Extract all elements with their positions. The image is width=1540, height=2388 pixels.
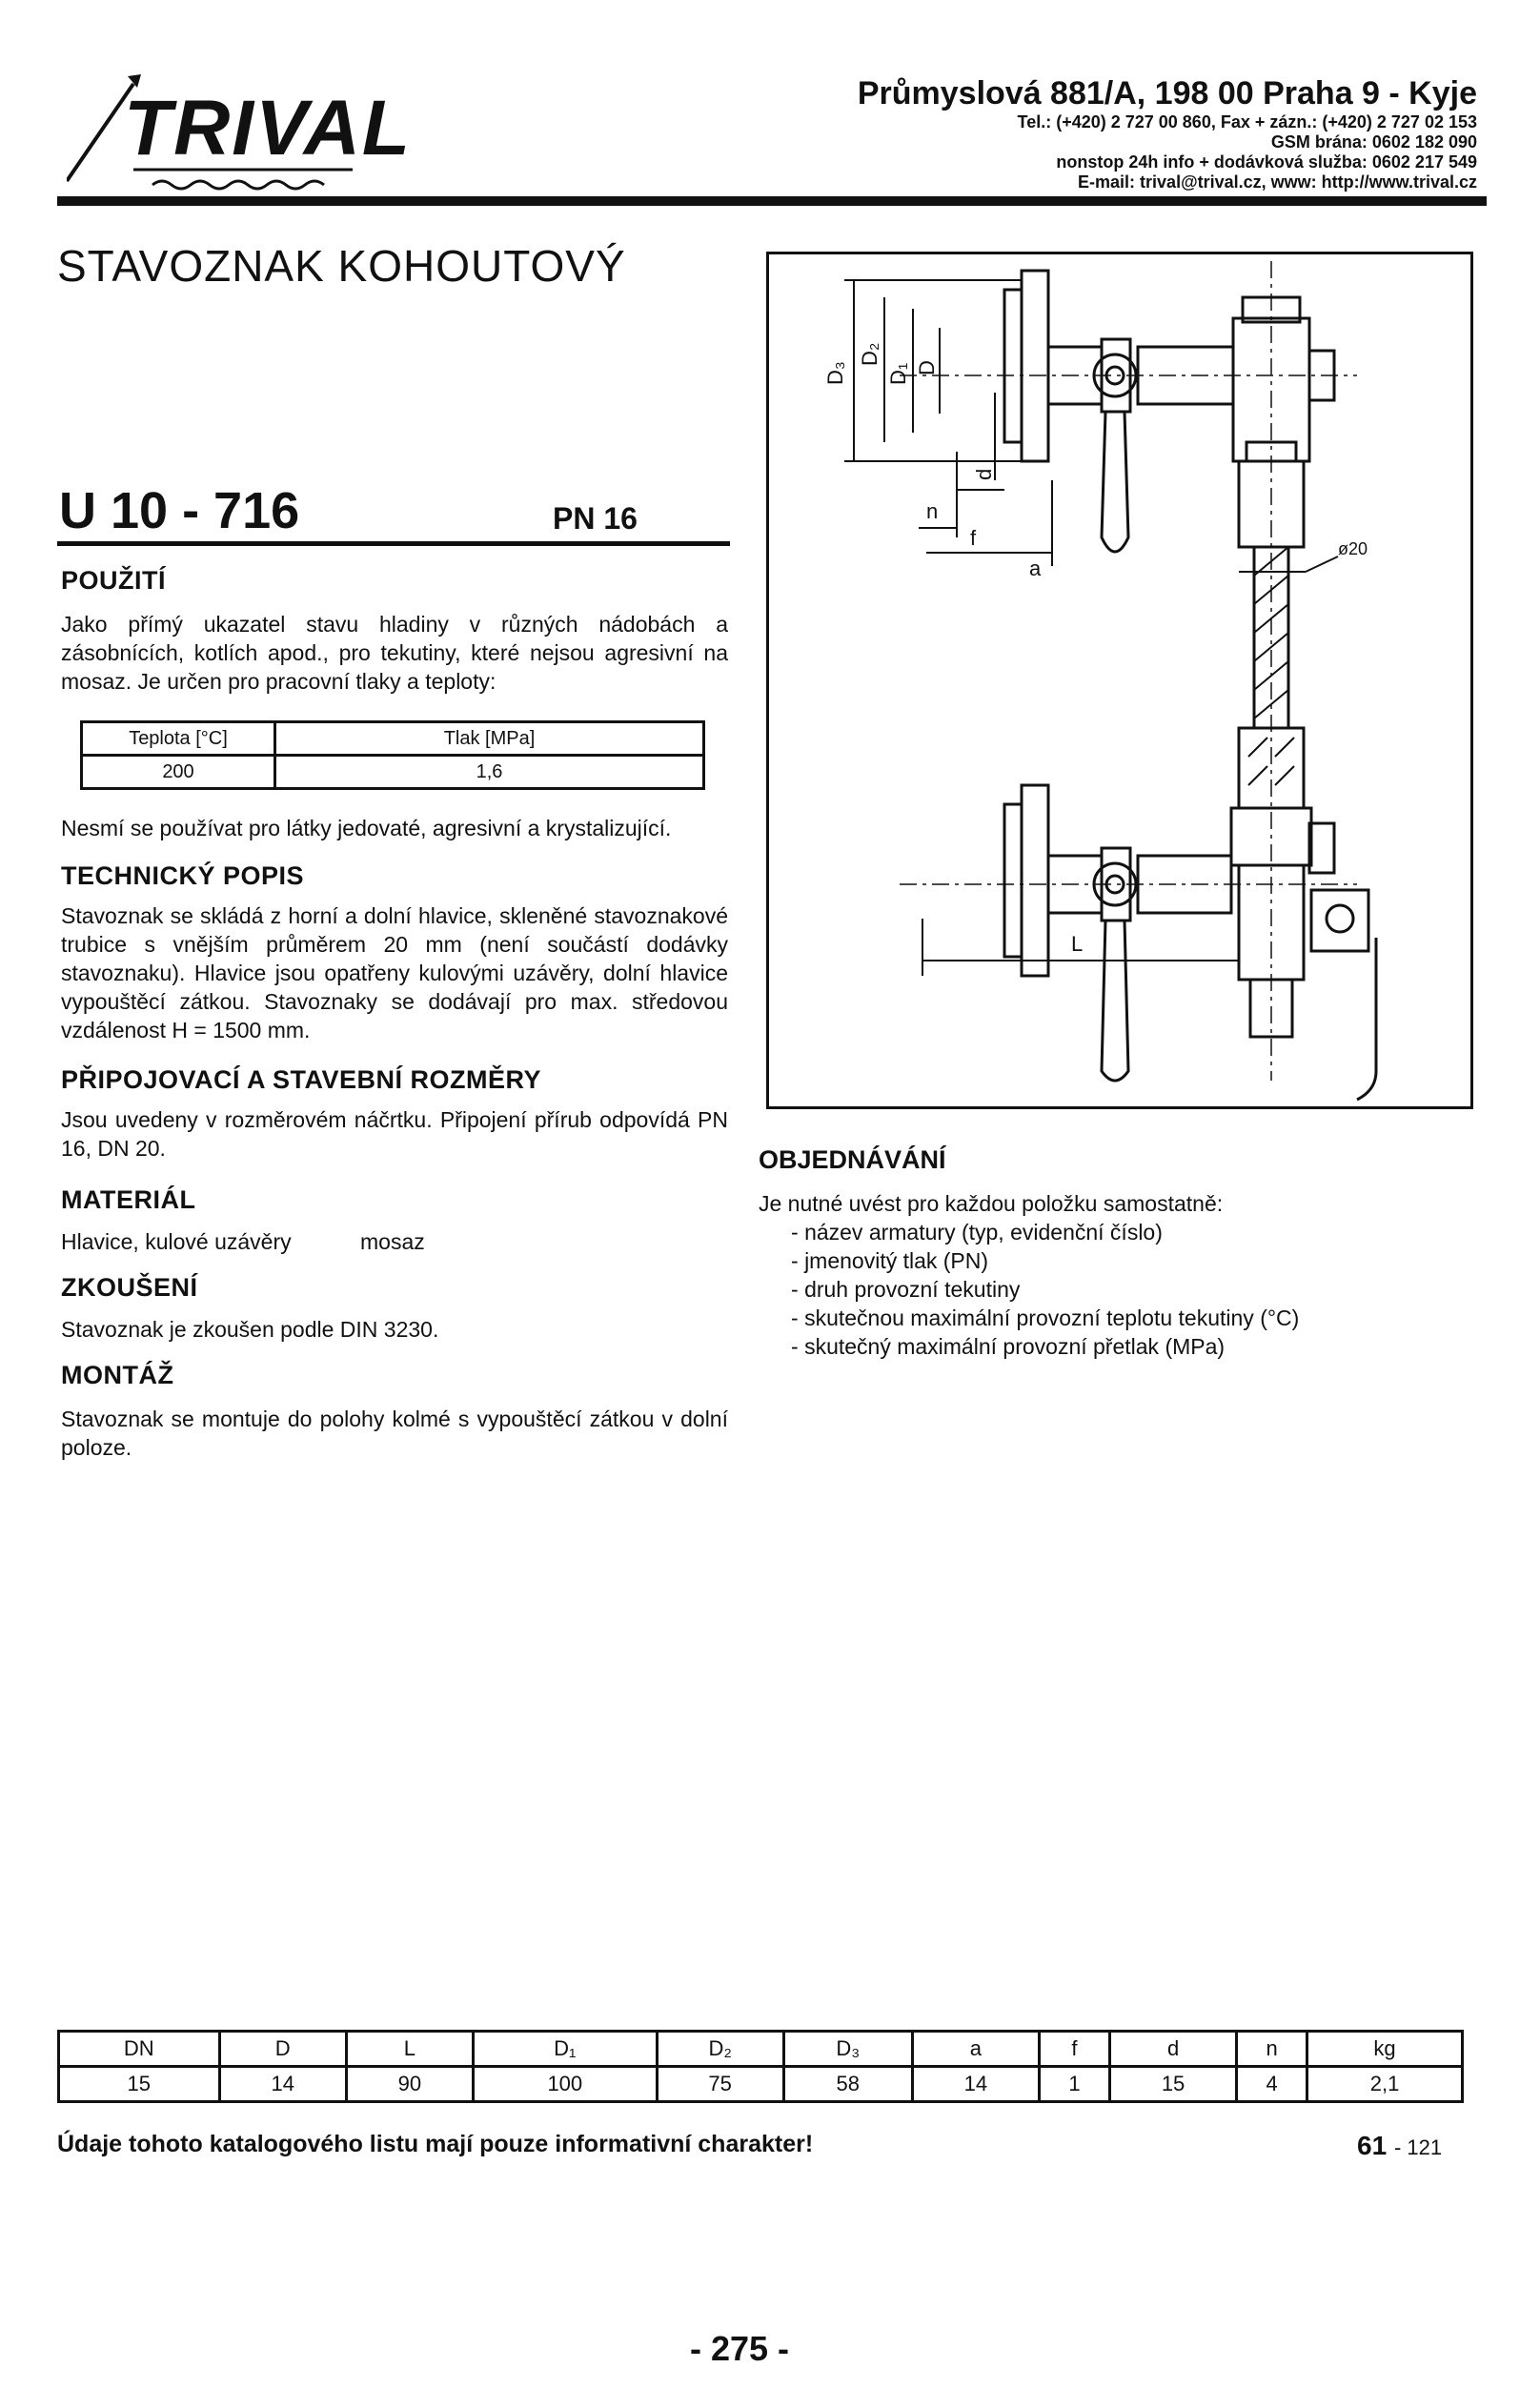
spec-pressure-value: 1,6 — [275, 756, 704, 789]
model-number: U 10 - 716 — [59, 482, 300, 539]
section-heading-popis: TECHNICKÝ POPIS — [61, 861, 305, 890]
trival-logo — [67, 57, 413, 200]
label-d3: D₃ — [823, 361, 847, 385]
dimension-drawing — [766, 252, 1473, 1109]
dims-cell: 1 — [1040, 2067, 1110, 2102]
label-d1: D₁ — [886, 362, 910, 385]
label-a: a — [1029, 557, 1042, 580]
label-dsmall: d — [972, 468, 996, 480]
disclaimer: Údaje tohoto katalogového listu mají pouze informativní charakter! — [57, 2131, 814, 2157]
section-heading-zkouseni: ZKOUŠENÍ — [61, 1273, 198, 1302]
label-d: D — [915, 360, 939, 375]
company-gsm: GSM brána: 0602 182 090 — [1270, 132, 1477, 152]
page-ref-sub: - 121 — [1393, 2135, 1443, 2159]
section-heading-montaz: MONTÁŽ — [61, 1361, 174, 1389]
order-intro: Je nutné uvést pro každou položku samostatně: — [759, 1191, 1224, 1216]
spec-temp-value: 200 — [82, 756, 275, 789]
spec-header-pressure: Tlak [MPa] — [275, 722, 704, 756]
list-item: - jmenovitý tlak (PN) — [791, 1246, 1299, 1275]
dims-cell: 15 — [1109, 2067, 1236, 2102]
pouziti-text: Jako přímý ukazatel stavu hladiny v různých nádobách a zásobnících, kotlích apod., pro tekutiny, které nejsou agresivní na mosaz. Je určen pro pracovní tlaky a teploty: — [61, 612, 728, 694]
dims-header: D₂ — [657, 2032, 783, 2067]
company-email: E-mail: trival@trival.cz, www: http://www.trival.cz — [1078, 172, 1477, 192]
dims-cell: 100 — [474, 2067, 658, 2102]
label-f: f — [970, 526, 977, 550]
dims-cell: 90 — [346, 2067, 473, 2102]
spec-table — [80, 720, 705, 790]
material-item: Hlavice, kulové uzávěry — [61, 1229, 292, 1254]
material-value: mosaz — [360, 1229, 425, 1254]
page-ref-main: 61 — [1357, 2131, 1388, 2160]
label-n: n — [926, 499, 939, 523]
dims-header: kg — [1307, 2032, 1463, 2067]
section-heading-pripojovaci: PŘIPOJOVACÍ A STAVEBNÍ ROZMĚRY — [61, 1065, 542, 1094]
list-item: - skutečný maximální provozní přetlak (MPa) — [791, 1332, 1299, 1361]
company-info — [810, 74, 1477, 192]
spec-table-row — [82, 756, 704, 789]
dimensions-table — [57, 2030, 1464, 2103]
pressure-nominal: PN 16 — [553, 501, 638, 536]
section-heading-material: MATERIÁL — [61, 1185, 196, 1214]
dims-header-row — [59, 2032, 1463, 2067]
logo-text: TRIVAL — [124, 85, 413, 172]
company-address: Průmyslová 881/A, 198 00 Praha 9 - Kyje — [857, 75, 1477, 111]
company-nonstop: nonstop 24h info + dodávková služba: 0602 217 549 — [1056, 152, 1477, 172]
catalog-page-ref — [1357, 2131, 1442, 2161]
dims-header: L — [346, 2032, 473, 2067]
dims-cell: 4 — [1237, 2067, 1307, 2102]
dims-header: DN — [59, 2032, 220, 2067]
company-tel: Tel.: (+420) 2 727 00 860, Fax + zázn.: (+420) 2 727 02 153 — [1017, 112, 1477, 132]
dims-header: D — [219, 2032, 346, 2067]
dims-header: n — [1237, 2032, 1307, 2067]
list-item: - druh provozní tekutiny — [791, 1275, 1299, 1304]
order-list — [791, 1218, 1299, 1361]
dims-header: D₃ — [783, 2032, 912, 2067]
spec-table-header — [82, 722, 704, 756]
dims-cell: 14 — [219, 2067, 346, 2102]
pripojovaci-text: Jsou uvedeny v rozměrovém náčrtku. Připojení přírub odpovídá PN 16, DN 20. — [61, 1107, 728, 1161]
dims-header: a — [912, 2032, 1039, 2067]
label-L: L — [1071, 932, 1084, 956]
model-rule — [57, 541, 730, 546]
dims-header: f — [1040, 2032, 1110, 2067]
dims-value-row — [59, 2067, 1463, 2102]
label-d2: D₂ — [858, 342, 881, 366]
label-diam20: ø20 — [1338, 539, 1368, 558]
page-number: - 275 - — [690, 2329, 790, 2368]
list-item: - skutečnou maximální provozní teplotu tekutiny (°C) — [791, 1304, 1299, 1332]
dims-cell: 58 — [783, 2067, 912, 2102]
dims-cell: 75 — [657, 2067, 783, 2102]
section-heading-pouziti: POUŽITÍ — [61, 566, 166, 595]
popis-text: Stavoznak se skládá z horní a dolní hlavice, skleněné stavoznakové trubice s vnějším průměrem 20 mm (není součástí dodávky stavoznaku). Hlavice jsou opatřeny kulovými uzávěry, dolní hlavice vypouštěcí zátkou. Stavoznaky se dodávají pro max. středovou vzdálenost H = 1500 mm. — [61, 903, 728, 1042]
dims-header: d — [1109, 2032, 1236, 2067]
header-rule — [57, 196, 1487, 206]
dims-cell: 15 — [59, 2067, 220, 2102]
dims-cell: 2,1 — [1307, 2067, 1463, 2102]
pouziti-warning: Nesmí se používat pro látky jedovaté, agresivní a krystalizující. — [61, 816, 672, 840]
montaz-text: Stavoznak se montuje do polohy kolmé s vypouštěcí zátkou v dolní poloze. — [61, 1406, 728, 1460]
dims-cell: 14 — [912, 2067, 1039, 2102]
zkouseni-text: Stavoznak je zkoušen podle DIN 3230. — [61, 1317, 439, 1342]
list-item: - název armatury (typ, evidenční číslo) — [791, 1218, 1299, 1246]
dims-header: D₁ — [474, 2032, 658, 2067]
document-title: STAVOZNAK KOHOUTOVÝ — [57, 241, 626, 291]
section-heading-objednavani: OBJEDNÁVÁNÍ — [759, 1145, 946, 1174]
spec-header-temp: Teplota [°C] — [82, 722, 275, 756]
